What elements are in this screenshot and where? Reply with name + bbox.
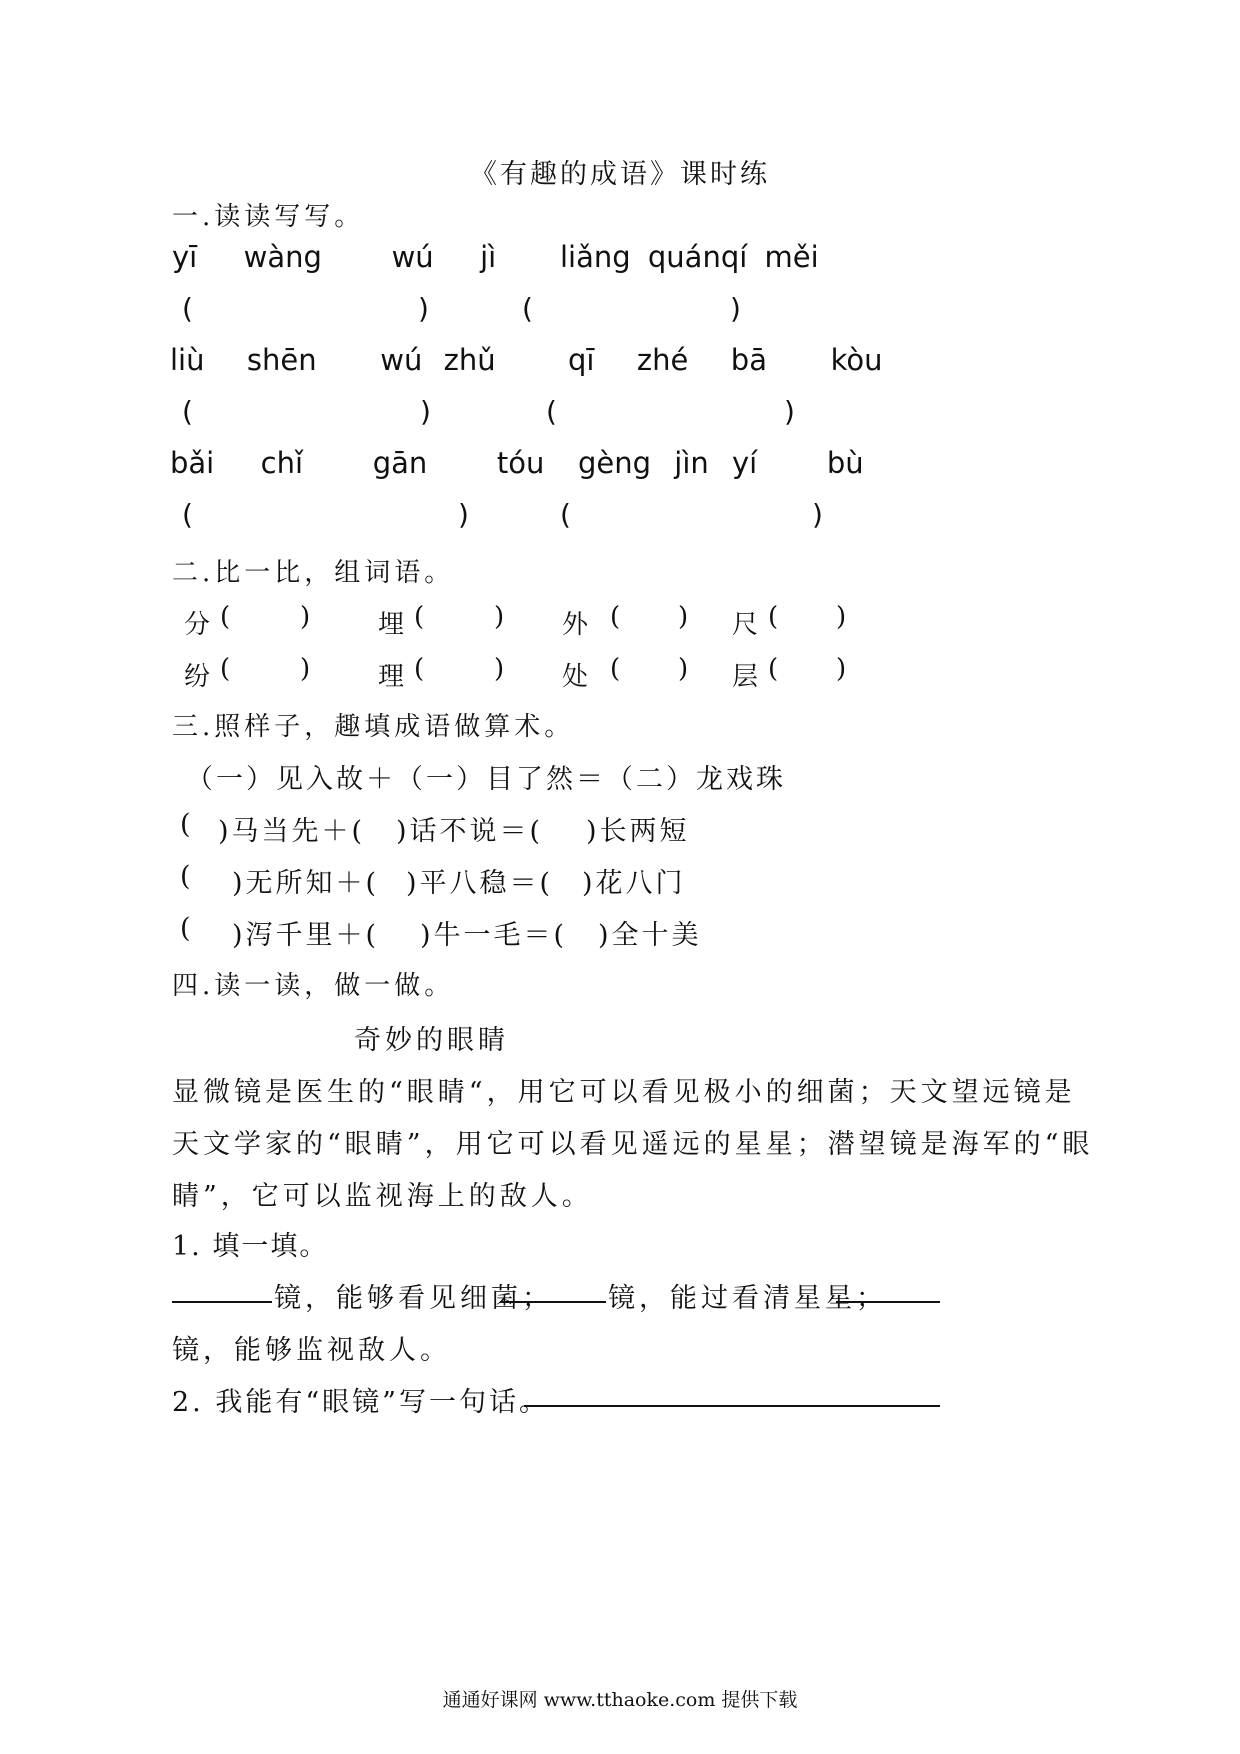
answer-paren-close: )	[812, 498, 823, 531]
answer-paren-close: )	[300, 654, 311, 684]
story-title: 奇妙的眼睛	[354, 1025, 509, 1056]
story-line: 睛”，它可以监视海上的敌人。	[172, 1181, 593, 1212]
answer-paren-close: )	[678, 654, 689, 684]
answer-paren-open: (	[768, 602, 779, 632]
section-1-heading: 一.读读写写。	[172, 202, 365, 232]
answer-paren-close: )	[418, 292, 429, 325]
answer-paren-open: (	[182, 292, 193, 325]
char-item: 处	[562, 662, 589, 692]
story-line: 天文学家的“眼睛”，用它可以看见遥远的星星；潜望镜是海军的“眼	[172, 1129, 1094, 1160]
question-1-text: 镜，能够监视敌人。	[172, 1335, 451, 1366]
calc-part: )马当先＋(	[218, 816, 366, 847]
answer-paren-close: )	[458, 498, 469, 531]
answer-paren-open: (	[220, 602, 231, 632]
answer-paren-close: )	[784, 395, 795, 428]
answer-paren-open: (	[610, 602, 621, 632]
answer-paren-close: )	[836, 654, 847, 684]
question-1-label: 1. 填一填。	[172, 1231, 329, 1262]
char-item: 理	[378, 662, 405, 692]
section-4-heading: 四.读一读，做一做。	[172, 971, 455, 1001]
char-item: 层	[732, 662, 759, 692]
answer-line[interactable]	[524, 1404, 940, 1407]
answer-paren-close: )	[730, 292, 741, 325]
answer-paren-open: (	[220, 654, 231, 684]
pinyin-item: qī zhé bā kòu	[568, 343, 883, 377]
question-1-text: 镜，能够看见细菌；	[274, 1283, 553, 1314]
calc-paren: (	[180, 809, 194, 840]
answer-paren-open: (	[560, 498, 571, 531]
pinyin-item: yī wàng wú jì	[172, 240, 497, 274]
fill-blank-line[interactable]	[500, 1300, 606, 1303]
answer-paren-close: )	[678, 602, 689, 632]
calc-part: )花八门	[582, 868, 686, 899]
answer-paren-close: )	[420, 395, 431, 428]
fill-blank-line[interactable]	[172, 1300, 272, 1303]
calc-part: )平八稳＝(	[406, 868, 554, 899]
char-item: 外	[562, 610, 589, 640]
answer-paren-open: (	[414, 654, 425, 684]
story-line: 显微镜是医生的“眼睛“，用它可以看见极小的细菌；天文望远镜是	[172, 1077, 1076, 1108]
calc-part: )牛一毛＝(	[420, 920, 568, 951]
answer-paren-open: (	[182, 498, 193, 531]
calc-part: )长两短	[586, 816, 690, 847]
calc-example: （一）见入故＋（一）目了然＝（二）龙戏珠	[186, 764, 786, 795]
pinyin-item: gèng jìn yí bù	[578, 446, 864, 480]
page-title: 《有趣的成语》课时练	[470, 159, 770, 190]
question-1-text: 镜，能过看清星星；	[608, 1283, 887, 1314]
calc-paren: (	[180, 861, 194, 892]
pinyin-item: liù shēn wú zhǔ	[170, 343, 496, 377]
answer-paren-close: )	[494, 654, 505, 684]
calc-part: )全十美	[598, 920, 702, 951]
answer-paren-close: )	[300, 602, 311, 632]
answer-paren-open: (	[546, 395, 557, 428]
section-2-heading: 二.比一比，组词语。	[172, 558, 455, 588]
fill-blank-line[interactable]	[836, 1300, 940, 1303]
section-3-heading: 三.照样子，趣填成语做算术。	[172, 712, 575, 742]
calc-part: )无所知＋(	[232, 868, 380, 899]
answer-paren-open: (	[182, 395, 193, 428]
char-item: 尺	[732, 610, 759, 640]
char-item: 埋	[378, 610, 405, 640]
answer-paren-open: (	[768, 654, 779, 684]
answer-paren-open: (	[522, 292, 533, 325]
question-2-label: 2. 我能有“眼镜”写一句话。	[172, 1387, 549, 1418]
char-item: 分	[184, 610, 211, 640]
answer-paren-close: )	[836, 602, 847, 632]
answer-paren-open: (	[414, 602, 425, 632]
calc-part: )泻千里＋(	[232, 920, 380, 951]
footer-text: 通通好课网 www.tthaoke.com 提供下载	[442, 1689, 798, 1711]
pinyin-item: liǎng quánqí měi	[560, 240, 819, 274]
char-item: 纷	[184, 662, 211, 692]
calc-part: )话不说＝(	[396, 816, 544, 847]
calc-paren: (	[180, 913, 194, 944]
answer-paren-close: )	[494, 602, 505, 632]
answer-paren-open: (	[610, 654, 621, 684]
pinyin-item: bǎi chǐ gān tóu	[170, 446, 545, 480]
